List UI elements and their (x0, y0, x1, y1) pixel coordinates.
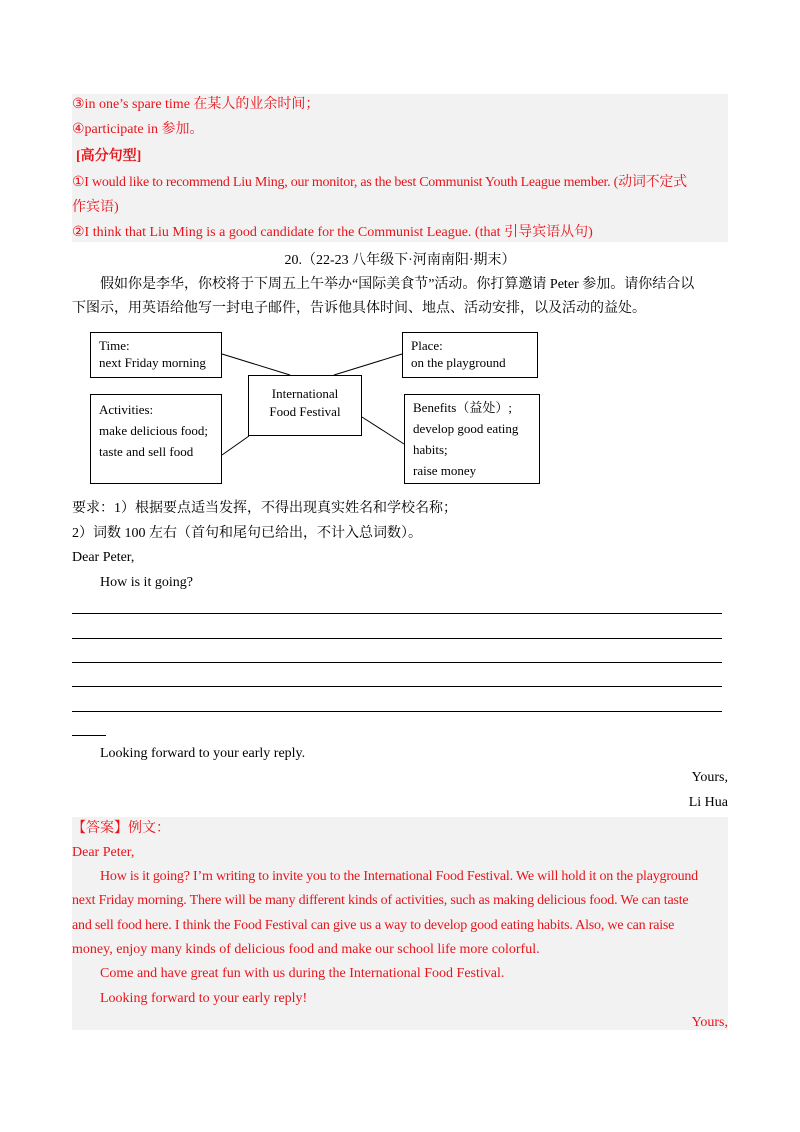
benefits-label: Benefits（益处）; (413, 400, 512, 415)
high-score-sentences-heading: [高分句型] (76, 149, 142, 164)
requirement-1: 要求：1）根据要点适当发挥，不得出现真实姓名和学校名称； (72, 501, 457, 516)
diagram-activities-box (90, 394, 222, 484)
writing-line-4 (72, 686, 722, 687)
sentence-1-line-2: 作宾语) (72, 200, 119, 215)
writing-line-3 (72, 662, 722, 663)
writing-line-1 (72, 613, 722, 614)
activities-item-1: make delicious food; (99, 423, 209, 438)
diagram-place-box (402, 332, 538, 378)
sentence-1-line-1: ①I would like to recommend Liu Ming, our monitor, as the best Communist Youth League member. (动词不定式 (72, 175, 687, 190)
benefits-item-2: habits; (413, 442, 448, 457)
diagram-center-box (248, 375, 362, 436)
center-line-1: International (271, 386, 339, 401)
answer-p1-line-1: How is it going? I’m writing to invite you to the International Food Festival. We will hold it on the playground (100, 869, 698, 884)
activities-label: Activities: (99, 402, 154, 417)
requirement-2: 2）词数 100 左右（首句和尾句已给出，不计入总词数）。 (72, 526, 422, 541)
writing-line-2 (72, 638, 722, 639)
letter-signoff: Yours, (691, 770, 728, 785)
time-value: next Friday morning (99, 355, 206, 370)
vocab-note-4: ④participate in 参加。 (72, 122, 204, 137)
answer-p1-line-4: money, enjoy many kinds of delicious food and make our school life more colorful. (72, 942, 540, 957)
diagram-time-box (90, 332, 222, 378)
vocab-note-3: ③in one’s spare time 在某人的业余时间； (72, 97, 320, 112)
letter-salutation: Dear Peter, (72, 550, 135, 565)
place-value: on the playground (411, 355, 506, 370)
center-line-2: Food Festival (269, 404, 341, 419)
answer-p1-line-3: and sell food here. I think the Food Festival can give us a way to develop good eating habits. Also, we can raise (72, 918, 675, 933)
question-title: 20.（22-23 八年级下·河南南阳·期末） (284, 253, 516, 268)
answer-signoff: Yours, (691, 1015, 728, 1030)
answer-salutation: Dear Peter, (72, 845, 135, 860)
writing-line-5 (72, 711, 722, 712)
answer-p1-line-2: next Friday morning. There will be many different kinds of activities, such as making delicious food. We can taste (72, 893, 689, 908)
place-label: Place: (411, 338, 443, 353)
time-label: Time: (99, 338, 130, 353)
answer-label: 【答案】例文： (72, 821, 170, 836)
writing-line-short (72, 735, 106, 736)
benefits-item-1: develop good eating (413, 421, 519, 436)
sentence-2: ②I think that Liu Ming is a good candidate for the Communist League. (that 引导宾语从句) (72, 225, 593, 240)
question-prompt-line-2: 下图示，用英语给他写一封电子邮件，告诉他具体时间、地点、活动安排，以及活动的益处。 (72, 301, 646, 316)
activities-item-2: taste and sell food (99, 444, 194, 459)
benefits-item-3: raise money (413, 463, 477, 478)
answer-p3: Looking forward to your early reply! (100, 991, 308, 1006)
answer-p2: Come and have great fun with us during the International Food Festival. (100, 966, 505, 981)
letter-opening: How is it going? (100, 575, 193, 590)
diagram-benefits-box (404, 394, 540, 484)
letter-name: Li Hua (688, 795, 728, 810)
question-prompt-line-1: 假如你是李华，你校将于下周五上午举办“国际美食节”活动。你打算邀请 Peter 参加。请你结合以 (100, 277, 695, 292)
letter-closing: Looking forward to your early reply. (100, 746, 306, 761)
